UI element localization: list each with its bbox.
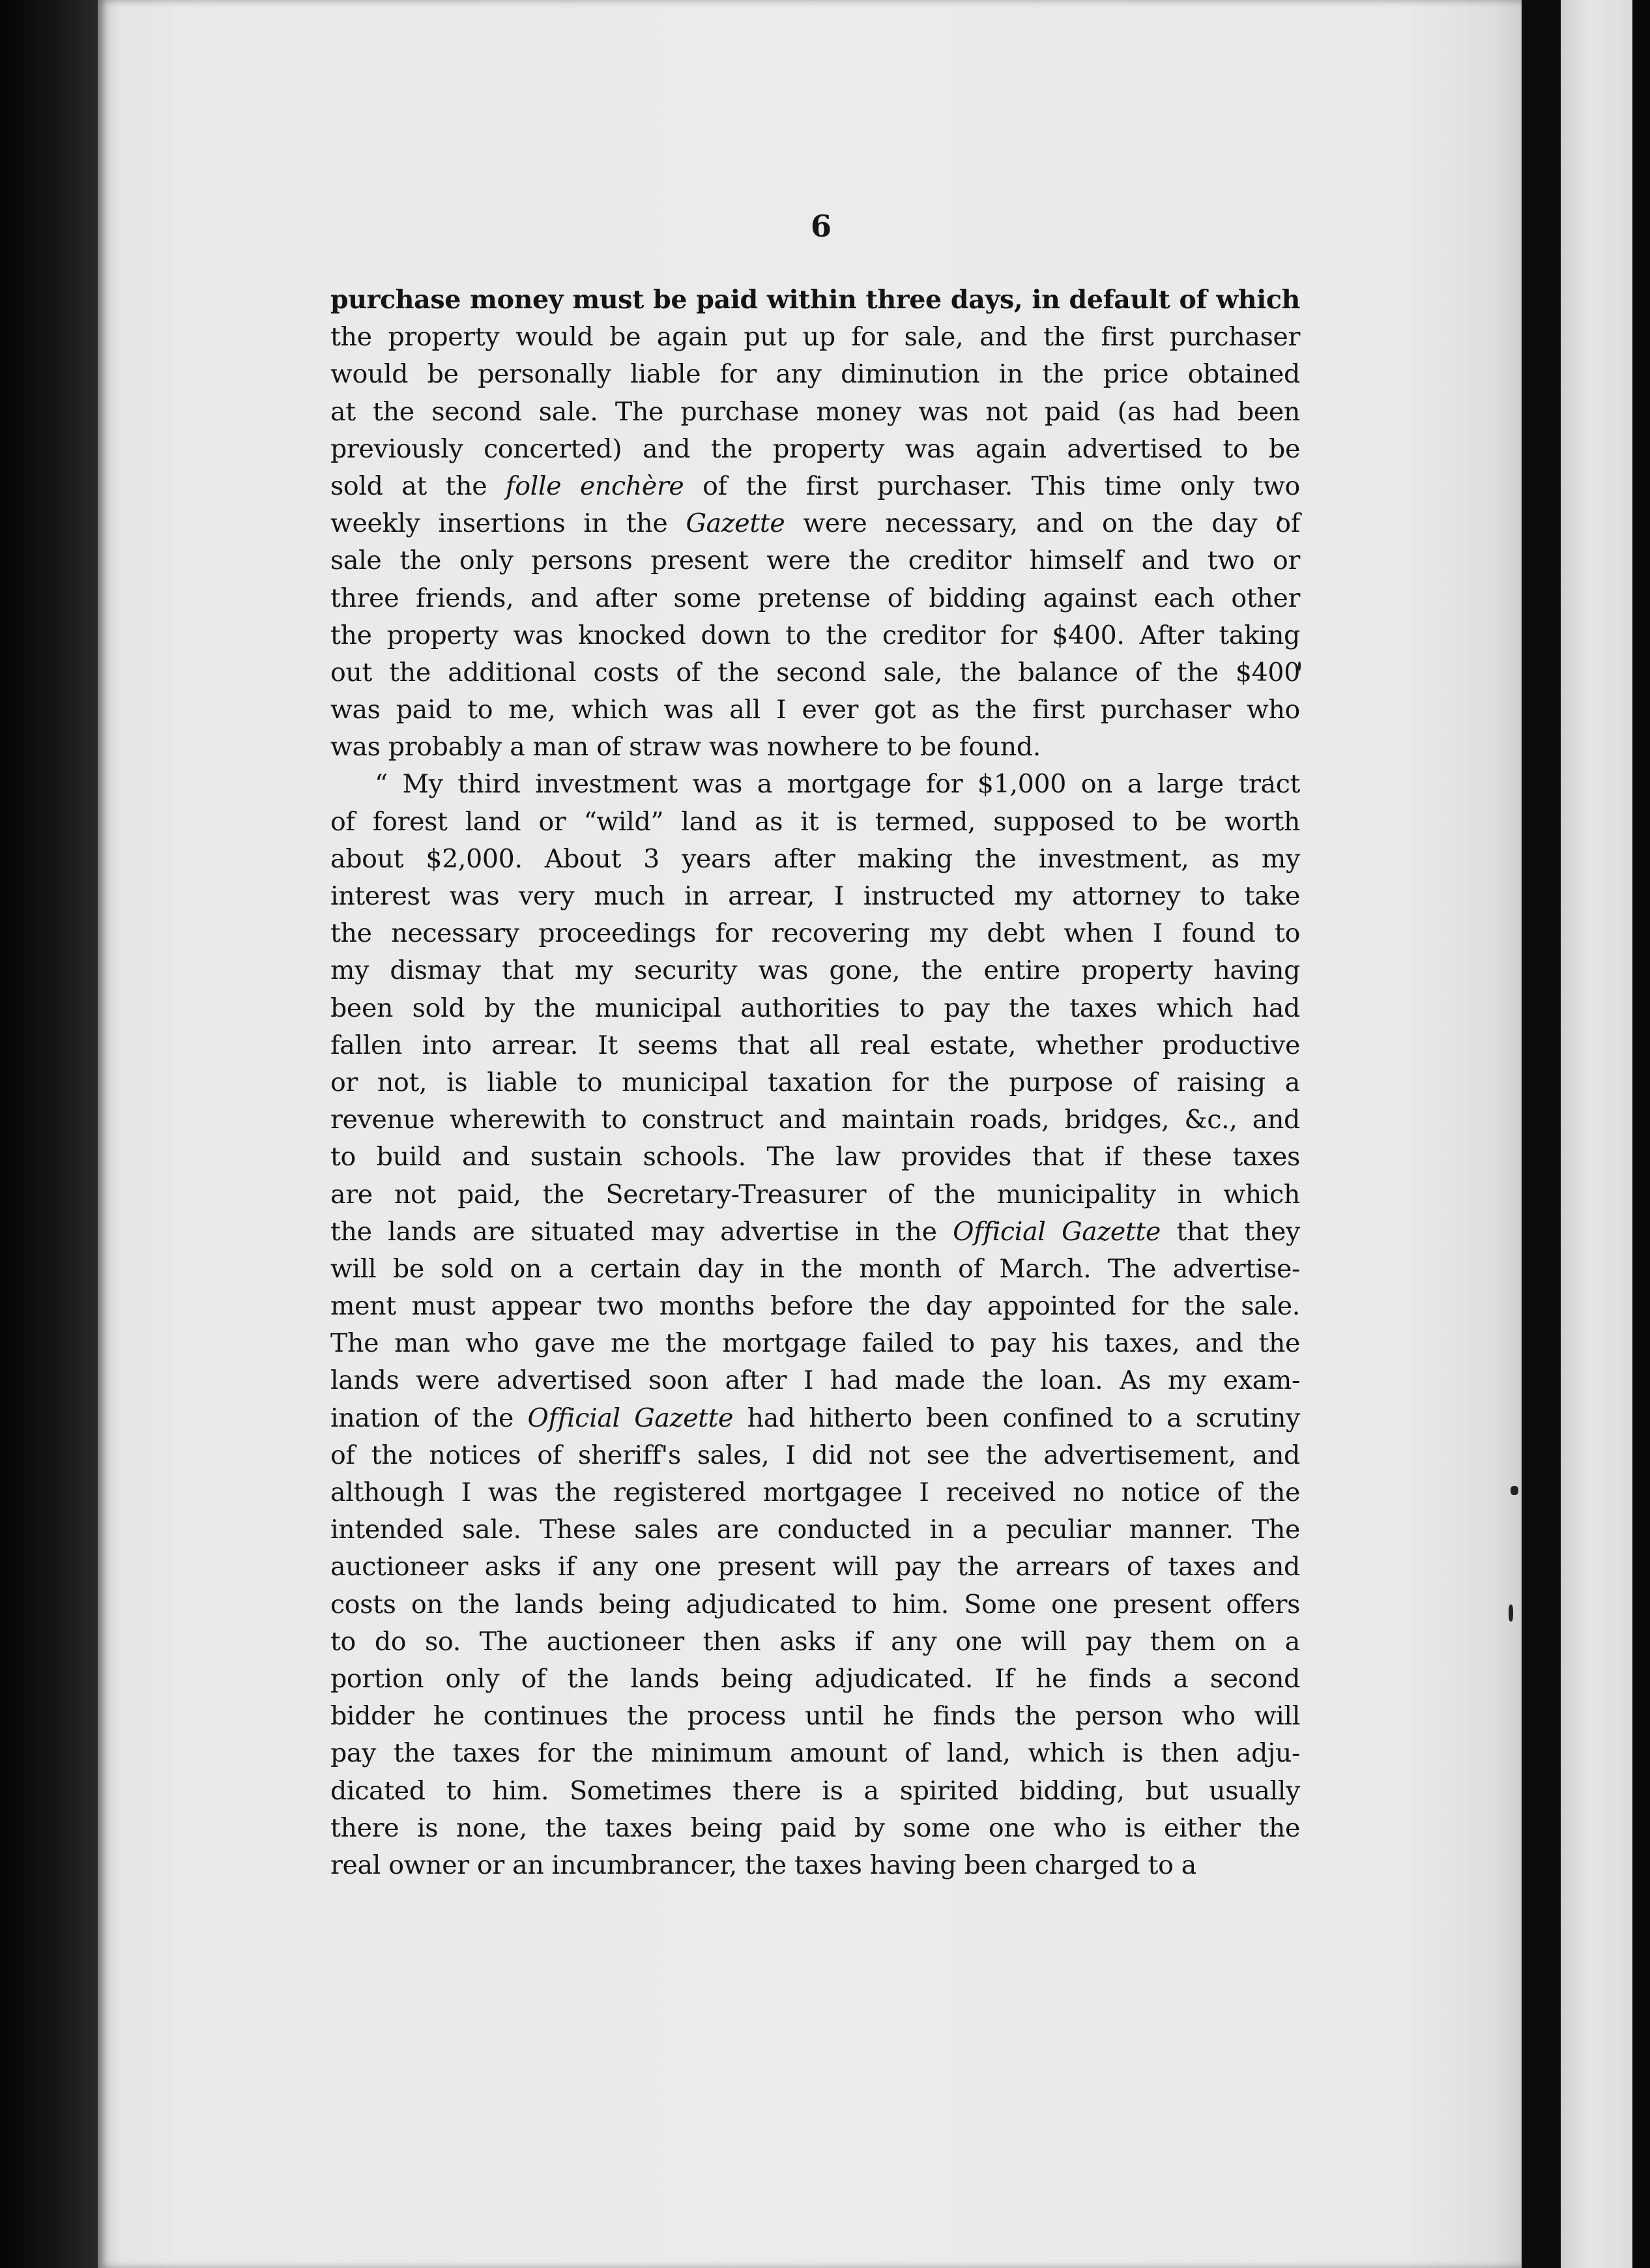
scan-left-border — [0, 0, 98, 2268]
page-number: 6 — [810, 209, 832, 244]
text-line: was probably a man of straw was nowhere to be found. — [330, 732, 1041, 763]
facing-page-edge — [1561, 0, 1632, 2268]
text-line: the necessary proceedings for recovering my debt when I found to — [330, 918, 1300, 949]
text-line: portion only of the lands being adjudicated. If he finds a second — [330, 1663, 1300, 1694]
text-line: sale the only persons present were the creditor himself and two or — [330, 545, 1300, 576]
text-line: at the second sale. The purchase money was not paid (as had been — [330, 396, 1300, 427]
paragraph — [330, 766, 1300, 1884]
body-text — [330, 282, 1300, 1884]
text-line: intended sale. These sales are conducted in a peculiar manner. The — [330, 1515, 1300, 1545]
text-line: costs on the lands being adjudicated to him. Some one present offers — [330, 1589, 1300, 1620]
italic-text: Official Gazette — [953, 1216, 1161, 1247]
text-line: auctioneer asks if any one present will pay the arrears of taxes and — [330, 1552, 1300, 1582]
paragraph — [330, 282, 1300, 766]
page-gutter — [1522, 0, 1561, 2268]
text-line: the property would be again put up for sale, and the first purchaser — [330, 322, 1300, 353]
text-line: or not, is liable to municipal taxation for the purpose of raising a — [330, 1067, 1300, 1098]
text-line: The man who gave me the mortgage failed to pay his taxes, and the — [330, 1328, 1300, 1359]
text-line: interest was very much in arrear, I instructed my attorney to take — [330, 881, 1300, 911]
text-line: my dismay that my security was gone, the entire property having — [330, 955, 1300, 986]
scan-right-border — [1632, 0, 1650, 2268]
text-line: will be sold on a certain day in the month of March. The advertise- — [330, 1253, 1300, 1284]
text-line: out the additional costs of the second sale, the balance of the $400 — [330, 657, 1300, 688]
text-line: although I was the registered mortgagee I received no notice of the — [330, 1477, 1300, 1507]
text-line: weekly insertions in the Gazette were necessary, and on the day of — [330, 508, 1300, 539]
text-line: was paid to me, which was all I ever got as the first purchaser who — [330, 695, 1300, 725]
text-line: three friends, and after some pretense of bidding against each other — [330, 583, 1300, 613]
text-line: lands were advertised soon after I had made the loan. As my exam- — [330, 1365, 1300, 1396]
text-line: of the notices of sheriff's sales, I did not see the advertisement, and — [330, 1440, 1300, 1470]
text-line: ment must appear two months before the day appointed for the sale. — [330, 1291, 1300, 1322]
text-line: to do so. The auctioneer then asks if any one will pay them on a — [330, 1626, 1300, 1657]
text-line: “ My third investment was a mortgage for $1,000 on a large tract — [375, 769, 1300, 800]
scan-speck — [1511, 1486, 1518, 1495]
text-line: to build and sustain schools. The law provides that if these taxes — [330, 1142, 1300, 1172]
text-line: revenue wherewith to construct and maintain roads, bridges, &c., and — [330, 1105, 1300, 1135]
text-line: fallen into arrear. It seems that all real estate, whether productive — [330, 1030, 1300, 1060]
text-line: real owner or an incumbrancer, the taxes having been charged to a — [330, 1850, 1196, 1880]
text-line: the lands are situated may advertise in the Official Gazette that they — [330, 1216, 1301, 1247]
text-line: about $2,000. About 3 years after making the investment, as my — [330, 843, 1300, 874]
text-line: bidder he continues the process until he finds the person who will — [330, 1701, 1300, 1732]
text-line: purchase money must be paid within three days, in default of which — [330, 285, 1300, 315]
text-line: the property was knocked down to the creditor for $400. After taking — [330, 620, 1300, 650]
text-line: ination of the Official Gazette had hitherto been confined to a scrutiny — [330, 1403, 1301, 1433]
text-line: sold at the folle enchère of the first purchaser. This time only two — [330, 471, 1300, 501]
italic-text: Official Gazette — [527, 1403, 734, 1433]
italic-text: Gazette — [686, 508, 785, 539]
italic-text: folle enchère — [505, 471, 684, 501]
text-line: pay the taxes for the minimum amount of land, which is then adju- — [330, 1738, 1300, 1769]
text-line: would be personally liable for any diminution in the price obtained — [330, 359, 1300, 390]
text-line: previously concerted) and the property was again advertised to be — [330, 433, 1300, 464]
scan-speck — [1509, 1605, 1513, 1621]
text-line: of forest land or “wild” land as it is termed, supposed to be worth — [330, 806, 1300, 837]
text-line: been sold by the municipal authorities to pay the taxes which had — [330, 993, 1300, 1023]
text-line: are not paid, the Secretary-Treasurer of the municipality in which — [330, 1179, 1300, 1210]
text-line: dicated to him. Sometimes there is a spirited bidding, but usually — [330, 1775, 1300, 1806]
text-line: there is none, the taxes being paid by some one who is either the — [330, 1812, 1300, 1843]
